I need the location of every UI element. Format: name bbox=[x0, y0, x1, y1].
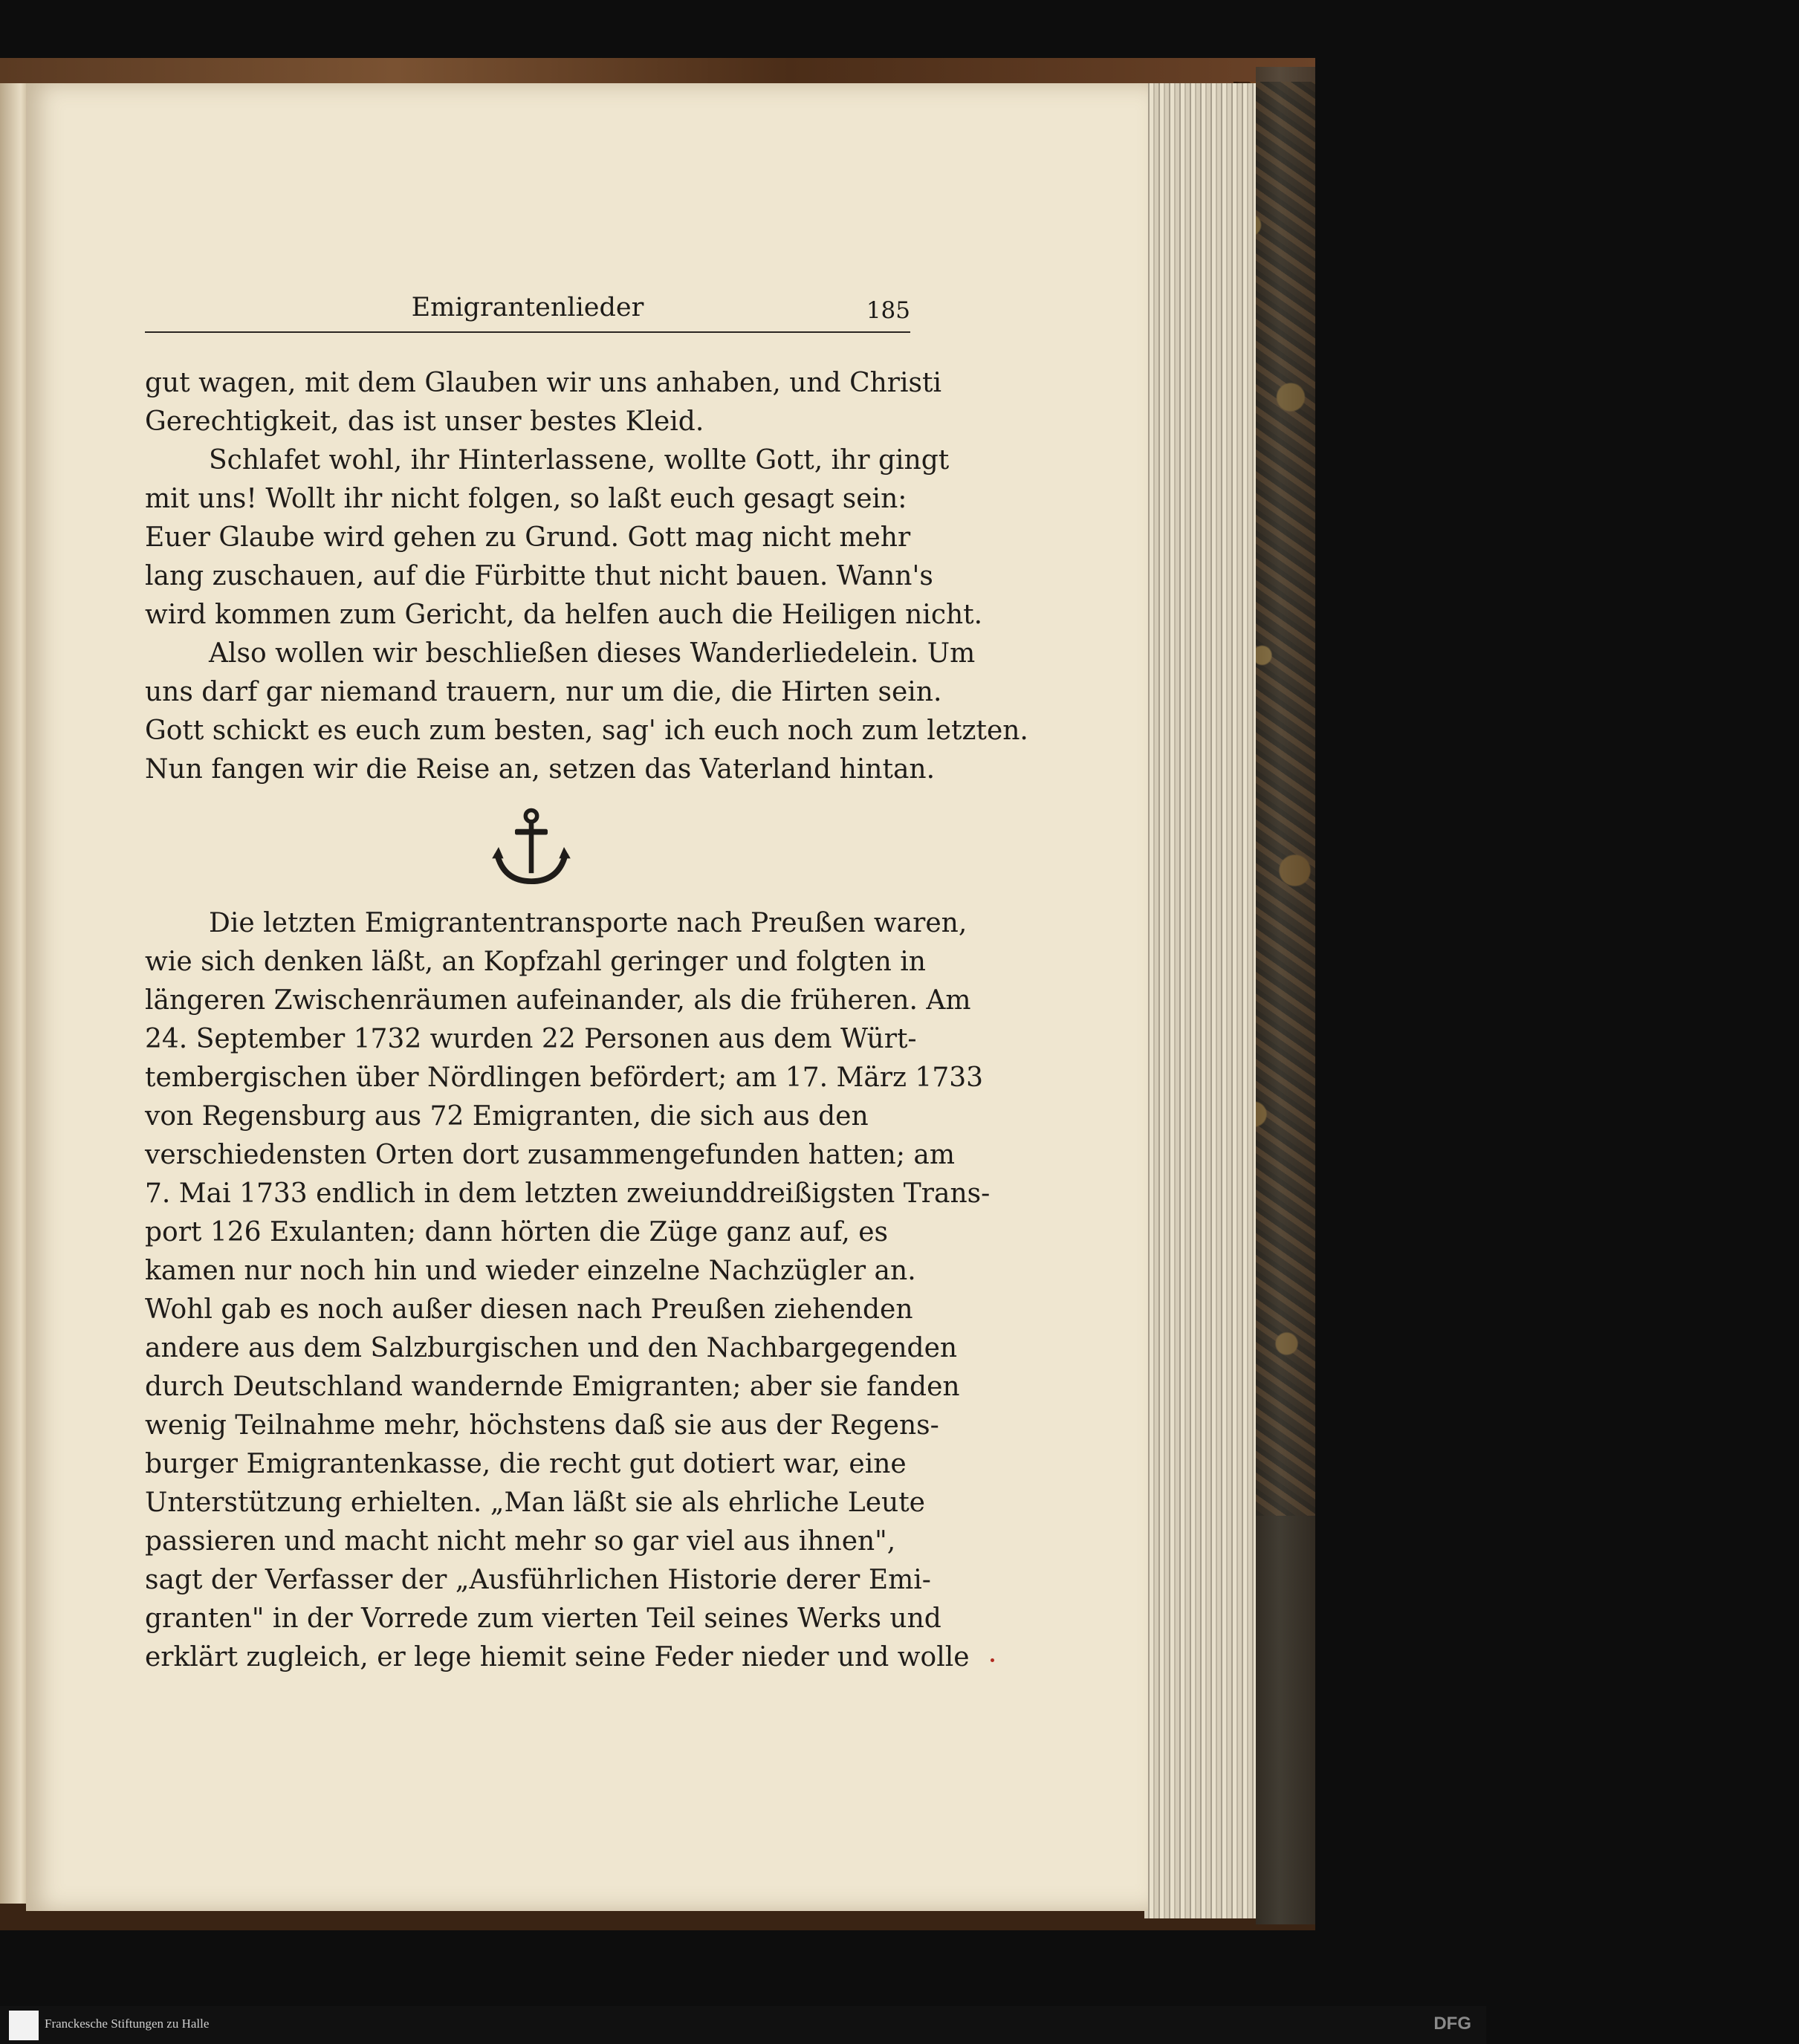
text-line: uns darf gar niemand trauern, nur um die, die Hirten sein. bbox=[145, 677, 942, 707]
text-line: Die letzten Emigrantentransporte nach Preußen waren, bbox=[209, 908, 967, 938]
text-line: Also wollen wir beschließen dieses Wanderliedelein. Um bbox=[209, 638, 976, 669]
left-page-edge bbox=[0, 83, 30, 1904]
anchor-icon bbox=[490, 806, 572, 888]
text-line: Unterstützung erhielten. „Man läßt sie als ehrliche Leute bbox=[145, 1487, 925, 1518]
text-line: port 126 Exulanten; dann hörten die Züge ganz auf, es bbox=[145, 1217, 889, 1248]
text-line: 24. September 1732 wurden 22 Personen aus dem Würt- bbox=[145, 1024, 917, 1054]
dfg-badge[interactable]: DFG bbox=[1433, 2014, 1471, 2034]
text-line: Gott schickt es euch zum besten, sag' ich euch noch zum letzten. bbox=[145, 716, 1028, 746]
running-title: Emigrantenlieder bbox=[411, 293, 644, 322]
text-line: passieren und macht nicht mehr so gar viel aus ihnen", bbox=[145, 1526, 896, 1557]
text-line: wird kommen zum Gericht, da helfen auch die Heiligen nicht. bbox=[145, 600, 983, 630]
institution-name[interactable]: Franckesche Stiftungen zu Halle bbox=[45, 2017, 210, 2031]
text-line: Gerechtigkeit, das ist unser bestes Kleid. bbox=[145, 406, 704, 437]
page-number: 185 bbox=[866, 297, 910, 324]
text-line: kamen nur noch hin und wieder einzelne Nachzügler an. bbox=[145, 1256, 916, 1286]
text-line: gut wagen, mit dem Glauben wir uns anhaben, und Christi bbox=[145, 368, 941, 398]
text-line: Nun fangen wir die Reise an, setzen das Vaterland hintan. bbox=[145, 754, 936, 785]
page-block-edges bbox=[1144, 83, 1256, 1918]
header-rule bbox=[145, 331, 910, 333]
ink-mark bbox=[991, 1658, 994, 1662]
text-line: wie sich denken läßt, an Kopfzahl geringer und folgten in bbox=[145, 947, 926, 977]
text-line: mit uns! Wollt ihr nicht folgen, so laßt euch gesagt sein: bbox=[145, 484, 907, 514]
text-line: verschiedensten Orten dort zusammengefunden hatten; am bbox=[145, 1140, 955, 1170]
text-line: erklärt zugleich, er lege hiemit seine Feder nieder und wolle bbox=[145, 1642, 970, 1672]
text-line: längeren Zwischenräumen aufeinander, als die früheren. Am bbox=[145, 985, 971, 1016]
text-line: durch Deutschland wandernde Emigranten; aber sie fanden bbox=[145, 1372, 960, 1402]
scan-footer-bar bbox=[0, 2006, 1486, 2044]
text-line: Wohl gab es noch außer diesen nach Preußen ziehenden bbox=[145, 1294, 913, 1325]
institution-logo-icon[interactable] bbox=[9, 2011, 39, 2040]
text-line: Schlafet wohl, ihr Hinterlassene, wollte Gott, ihr gingt bbox=[209, 445, 950, 476]
text-line: lang zuschauen, auf die Fürbitte thut nicht bauen. Wann's bbox=[145, 561, 933, 591]
text-line: andere aus dem Salzburgischen und den Nachbargegenden bbox=[145, 1333, 958, 1363]
text-line: granten" in der Vorrede zum vierten Teil seines Werks und bbox=[145, 1603, 941, 1634]
text-line: tembergischen über Nördlingen befördert; am 17. März 1733 bbox=[145, 1062, 984, 1093]
text-line: von Regensburg aus 72 Emigranten, die sich aus den bbox=[145, 1101, 869, 1132]
text-line: Euer Glaube wird gehen zu Grund. Gott mag nicht mehr bbox=[145, 522, 911, 553]
cloth-spine bbox=[1256, 67, 1315, 1924]
running-head bbox=[145, 290, 910, 334]
text-line: sagt der Verfasser der „Ausführlichen Historie derer Emi- bbox=[145, 1565, 931, 1595]
text-line: 7. Mai 1733 endlich in dem letzten zweiunddreißigsten Trans- bbox=[145, 1178, 991, 1209]
text-line: wenig Teilnahme mehr, höchstens daß sie aus der Regens- bbox=[145, 1410, 939, 1441]
text-line: burger Emigrantenkasse, die recht gut dotiert war, eine bbox=[145, 1449, 907, 1479]
